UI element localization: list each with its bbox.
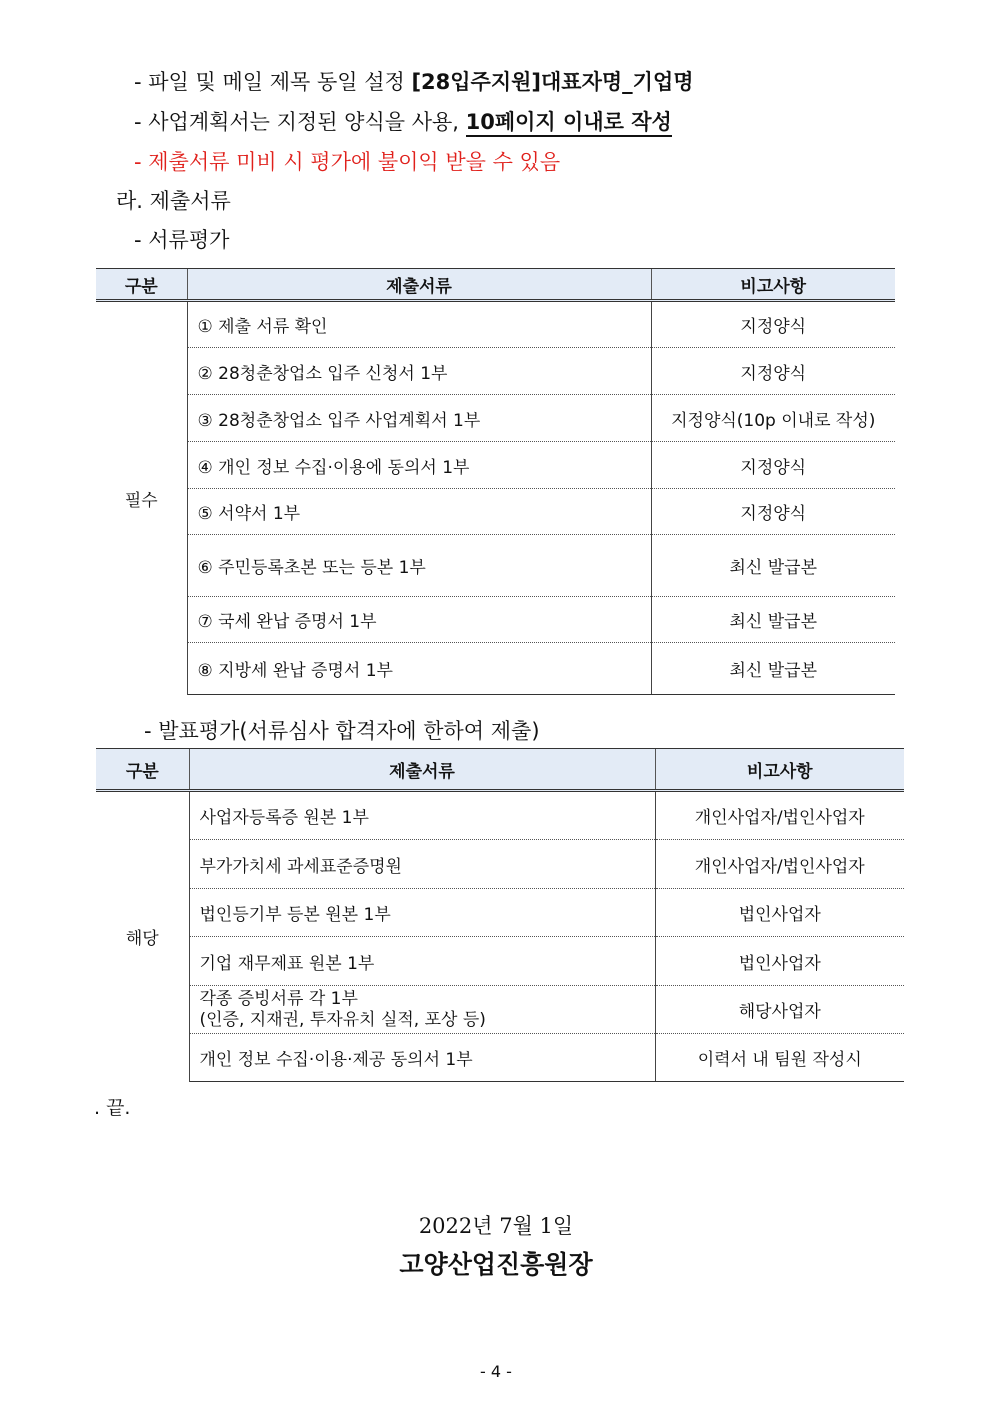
header-documents: 제출서류 [189, 749, 655, 791]
document-cell: 법인등기부 등본 원본 1부 [189, 889, 655, 937]
issue-date: 2022년 7월 1일 [418, 1214, 574, 1238]
table-row [96, 597, 895, 643]
remark-cell: 개인사업자/법인사업자 [655, 791, 904, 840]
remark-cell: 이력서 내 팀원 작성시 [655, 1034, 904, 1082]
end-mark: . 끝. [94, 1097, 131, 1119]
remark-cell: 개인사업자/법인사업자 [655, 840, 904, 889]
table-header-row [96, 269, 895, 301]
remark-cell: 지정양식 [651, 442, 895, 489]
header-remarks: 비고사항 [655, 749, 904, 791]
header-category: 구분 [96, 749, 189, 791]
document-cell: ③ 28청춘창업소 입주 사업계획서 1부 [187, 395, 651, 442]
remark-cell: 지정양식 [651, 489, 895, 535]
document-cell: 사업자등록증 원본 1부 [189, 791, 655, 840]
header-remarks: 비고사항 [651, 269, 895, 301]
bullet-underline-text: 10페이지 이내로 작성 [466, 110, 672, 137]
document-cell: ⑤ 서약서 1부 [187, 489, 651, 535]
document-cell: 기업 재무제표 원본 1부 [189, 937, 655, 986]
document-line: (인증, 지재권, 투자유치 실적, 포상 등) [199, 1009, 486, 1030]
remark-cell: 법인사업자 [655, 937, 904, 986]
table-row [96, 937, 904, 986]
document-cell: ② 28청춘창업소 입주 신청서 1부 [187, 348, 651, 395]
subsection-document-review: - 서류평가 [134, 228, 230, 252]
page-number: - 4 - [480, 1362, 512, 1381]
bullet-business-plan [134, 106, 672, 136]
remark-cell: 최신 발급본 [651, 597, 895, 643]
document-line: 각종 증빙서류 각 1부 [199, 988, 358, 1009]
bullet-text: - 사업계획서는 지정된 양식을 사용, [134, 110, 466, 134]
bullet-warning: - 제출서류 미비 시 평가에 불이익 받을 수 있음 [134, 150, 561, 174]
table-row [96, 791, 904, 840]
header-documents: 제출서류 [187, 269, 651, 301]
document-cell: ⑦ 국세 완납 증명서 1부 [187, 597, 651, 643]
table-header-row [96, 749, 904, 791]
document-cell: ⑥ 주민등록초본 또는 등본 1부 [187, 535, 651, 597]
table-row [96, 348, 895, 395]
table-row [96, 840, 904, 889]
table-row [96, 643, 895, 695]
bullet-text: - 파일 및 메일 제목 동일 설정 [134, 70, 412, 94]
table-row [96, 489, 895, 535]
remark-cell: 법인사업자 [655, 889, 904, 937]
table-document-review [96, 268, 895, 695]
table-row [96, 442, 895, 489]
table-row [96, 1034, 904, 1082]
table-row [96, 889, 904, 937]
table-presentation [96, 748, 904, 1082]
category-cell: 해당 [96, 791, 189, 1082]
document-cell: 부가가치세 과세표준증명원 [189, 840, 655, 889]
remark-cell: 지정양식 [651, 348, 895, 395]
remark-cell: 최신 발급본 [651, 535, 895, 597]
subsection-presentation: - 발표평가(서류심사 합격자에 한하여 제출) [144, 719, 540, 743]
table-row [96, 986, 904, 1034]
document-cell [189, 986, 655, 1034]
remark-cell: 최신 발급본 [651, 643, 895, 695]
section-heading: 라. 제출서류 [116, 189, 231, 213]
document-cell: ④ 개인 정보 수집·이용에 동의서 1부 [187, 442, 651, 489]
document-cell: ⑧ 지방세 완납 증명서 1부 [187, 643, 651, 695]
document-cell: 개인 정보 수집·이용·제공 동의서 1부 [189, 1034, 655, 1082]
table-row [96, 395, 895, 442]
category-cell: 필수 [96, 301, 187, 695]
table-row [96, 301, 895, 348]
table-row [96, 535, 895, 597]
document-cell: ① 제출 서류 확인 [187, 301, 651, 348]
remark-cell: 해당사업자 [655, 986, 904, 1034]
bullet-bold-text: [28입주지원]대표자명_기업명 [411, 70, 694, 94]
header-category: 구분 [96, 269, 187, 301]
signatory: 고양산업진흥원장 [399, 1250, 593, 1279]
bullet-file-title [134, 66, 694, 96]
remark-cell: 지정양식 [651, 301, 895, 348]
remark-cell: 지정양식(10p 이내로 작성) [651, 395, 895, 442]
